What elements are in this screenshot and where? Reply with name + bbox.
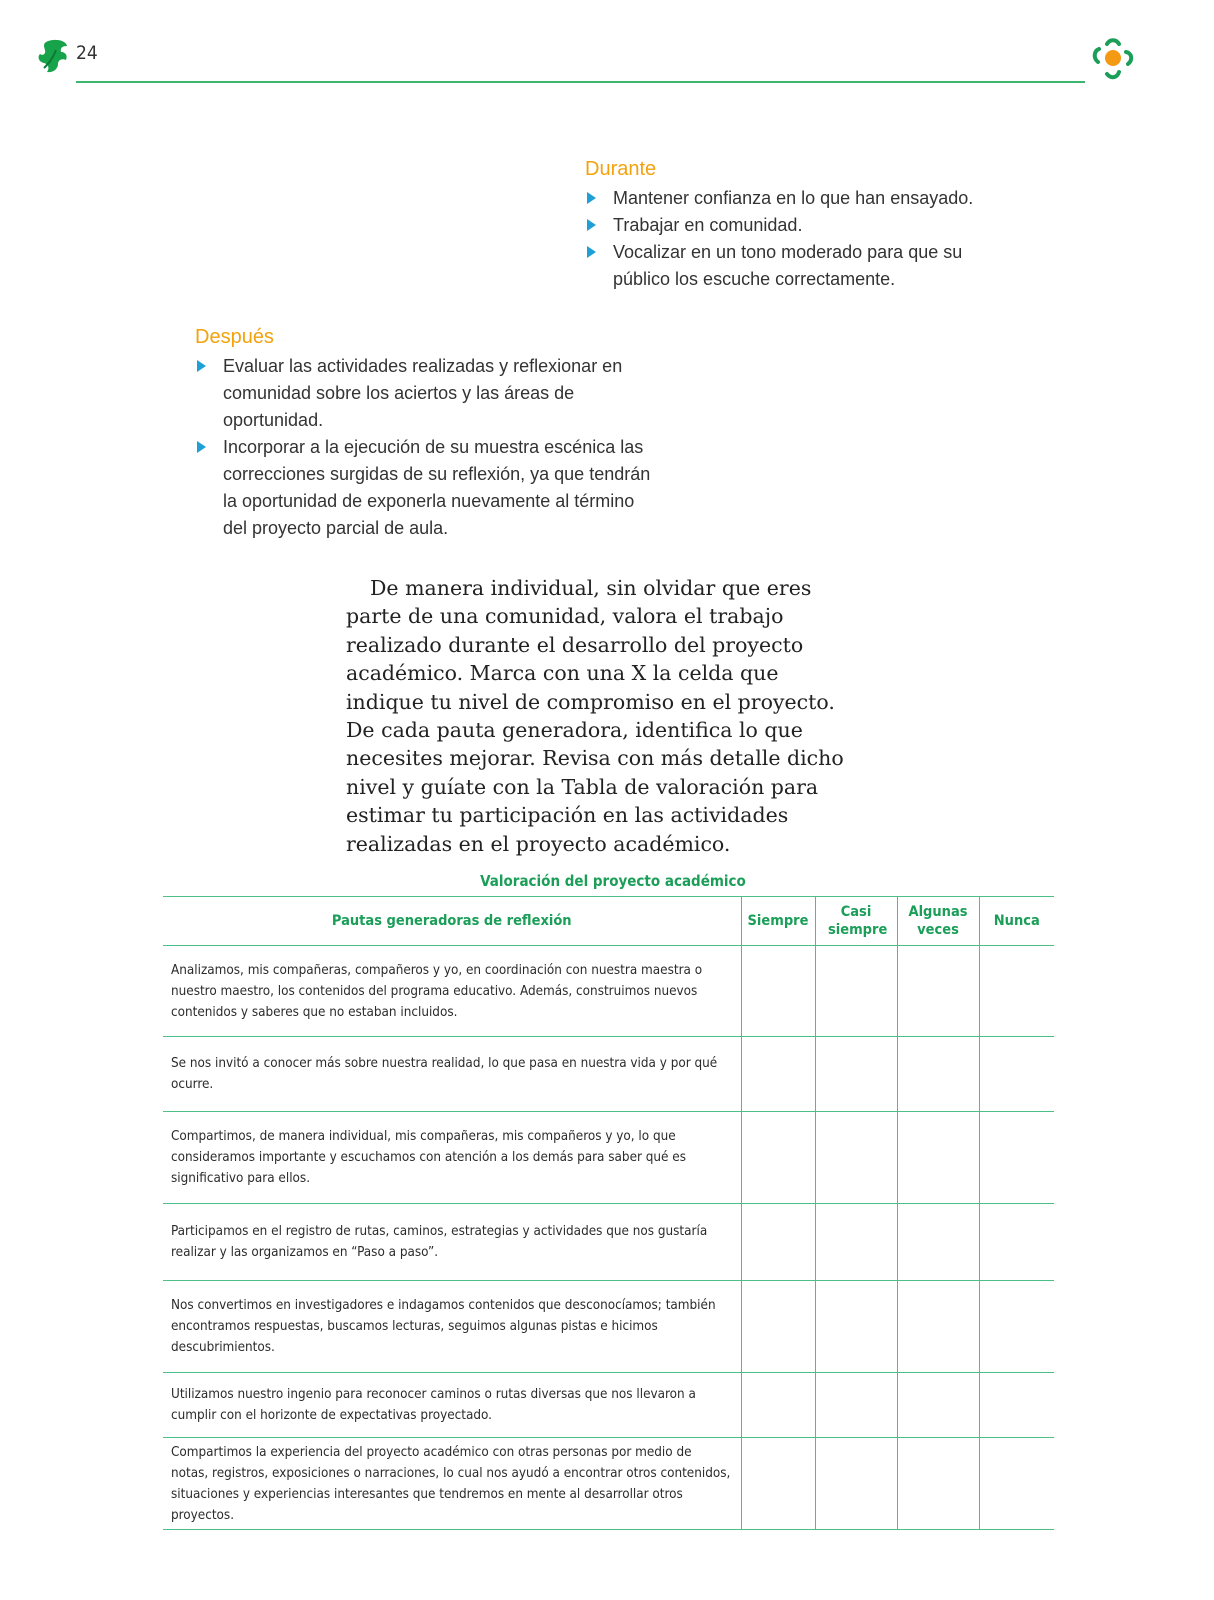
durante-heading: Durante <box>585 158 657 180</box>
cell-casi-siempre[interactable] <box>815 1438 897 1530</box>
cell-siempre[interactable] <box>741 1204 815 1281</box>
list-item <box>585 239 1005 293</box>
table-row <box>163 1112 1054 1204</box>
header-casi-siempre <box>815 897 897 946</box>
table-row <box>163 946 1054 1037</box>
list-item <box>195 434 655 542</box>
cell-casi-siempre[interactable] <box>815 1112 897 1204</box>
despues-section <box>195 326 655 542</box>
despues-list <box>195 353 655 542</box>
intro-paragraph: De manera individual, sin olvidar que eres parte de una comunidad, valora el trabajo realizado durante el desarrollo del proyecto académico. Marca con una X la celda que indique tu nivel de compromiso en el proyecto. De cada pauta generadora, identifica lo que necesites mejorar. Revisa con más detalle dicho nivel y guíate con la Tabla de valoración para estimar tu participación en las actividades realizadas en el proyecto académico. <box>346 576 844 856</box>
cell-nunca[interactable] <box>979 1281 1054 1373</box>
triangle-bullet-icon <box>197 441 206 453</box>
pauta-text: Nos convertimos en investigadores e indagamos contenidos que desconocíamos; también encontramos respuestas, buscamos lecturas, seguimos algunas pistas e hicimos descubrimientos. <box>163 1281 741 1373</box>
table-header-row <box>163 897 1054 946</box>
header-rule <box>76 81 1085 83</box>
cell-algunas-veces[interactable] <box>897 1112 979 1204</box>
table-title: Valoración del proyecto académico <box>480 872 746 890</box>
list-item-text: Mantener confianza en lo que han ensayado. <box>613 188 974 208</box>
table-row <box>163 1438 1054 1530</box>
header-siempre: Siempre <box>741 897 815 946</box>
triangle-bullet-icon <box>197 360 206 372</box>
list-item-text: Evaluar las actividades realizadas y reflexionar en comunidad sobre los aciertos y las áreas de oportunidad. <box>223 356 623 430</box>
triangle-bullet-icon <box>587 219 596 231</box>
despues-heading: Después <box>195 326 274 348</box>
list-item-text: Vocalizar en un tono moderado para que su público los escuche correctamente. <box>613 242 963 289</box>
pauta-text: Participamos en el registro de rutas, caminos, estrategias y actividades que nos gustaría realizar y las organizamos en “Paso a paso”. <box>163 1204 741 1281</box>
pauta-text: Compartimos, de manera individual, mis compañeras, mis compañeros y yo, lo que consideramos importante y escuchamos con atención a los demás para saber qué es significativo para ellos. <box>163 1112 741 1204</box>
list-item-text: Trabajar en comunidad. <box>613 215 803 235</box>
cell-siempre[interactable] <box>741 1037 815 1112</box>
cell-nunca[interactable] <box>979 1373 1054 1438</box>
valoracion-table <box>163 896 1054 1530</box>
durante-section <box>585 158 1005 293</box>
pauta-text: Analizamos, mis compañeras, compañeros y yo, en coordinación con nuestra maestra o nuestro maestro, los contenidos del programa educativo. Además, construimos nuevos contenidos y saberes que no estaban incluidos. <box>163 946 741 1037</box>
cell-nunca[interactable] <box>979 1204 1054 1281</box>
cell-algunas-veces[interactable] <box>897 1037 979 1112</box>
list-item <box>585 185 1005 212</box>
pauta-text: Se nos invitó a conocer más sobre nuestra realidad, lo que pasa en nuestra vida y por qué ocurre. <box>163 1037 741 1112</box>
cell-nunca[interactable] <box>979 1037 1054 1112</box>
cell-algunas-veces[interactable] <box>897 1438 979 1530</box>
header-pautas: Pautas generadoras de reflexión <box>163 897 741 946</box>
cell-nunca[interactable] <box>979 1112 1054 1204</box>
pauta-text: Compartimos la experiencia del proyecto académico con otras personas por medio de notas, registros, exposiciones o narraciones, lo cual nos ayudó a encontrar otros contenidos, situaciones y experiencias interesantes que tendremos en mente al desarrollar otros proyectos. <box>163 1438 741 1530</box>
list-item-text: Incorporar a la ejecución de su muestra escénica las correcciones surgidas de su reflexión, ya que tendrán la oportunidad de exponerla nuevamente al término del proyecto parcial de aula. <box>223 437 651 538</box>
header-algunas-veces-label: Algunas veces <box>908 904 968 938</box>
community-logo-icon <box>1090 34 1140 84</box>
cell-siempre[interactable] <box>741 1438 815 1530</box>
cell-siempre[interactable] <box>741 1281 815 1373</box>
cell-casi-siempre[interactable] <box>815 1373 897 1438</box>
cell-nunca[interactable] <box>979 946 1054 1037</box>
durante-list <box>585 185 1005 293</box>
page-number: 24 <box>76 42 98 64</box>
cell-casi-siempre[interactable] <box>815 1204 897 1281</box>
cell-nunca[interactable] <box>979 1438 1054 1530</box>
leaf-logo-icon <box>36 38 70 74</box>
header-algunas-veces <box>897 897 979 946</box>
cell-casi-siempre[interactable] <box>815 946 897 1037</box>
cell-siempre[interactable] <box>741 946 815 1037</box>
table-row <box>163 1204 1054 1281</box>
list-item <box>195 353 655 434</box>
triangle-bullet-icon <box>587 192 596 204</box>
table-row <box>163 1373 1054 1438</box>
cell-algunas-veces[interactable] <box>897 1204 979 1281</box>
triangle-bullet-icon <box>587 246 596 258</box>
table-row <box>163 1037 1054 1112</box>
cell-casi-siempre[interactable] <box>815 1281 897 1373</box>
cell-algunas-veces[interactable] <box>897 1373 979 1438</box>
table-row <box>163 1281 1054 1373</box>
list-item <box>585 212 1005 239</box>
header-casi-siempre-label: Casi siempre <box>828 904 888 938</box>
cell-algunas-veces[interactable] <box>897 1281 979 1373</box>
cell-siempre[interactable] <box>741 1373 815 1438</box>
cell-casi-siempre[interactable] <box>815 1037 897 1112</box>
header-nunca: Nunca <box>979 897 1054 946</box>
cell-algunas-veces[interactable] <box>897 946 979 1037</box>
cell-siempre[interactable] <box>741 1112 815 1204</box>
pauta-text: Utilizamos nuestro ingenio para reconocer caminos o rutas diversas que nos llevaron a cumplir con el horizonte de expectativas proyectado. <box>163 1373 741 1438</box>
